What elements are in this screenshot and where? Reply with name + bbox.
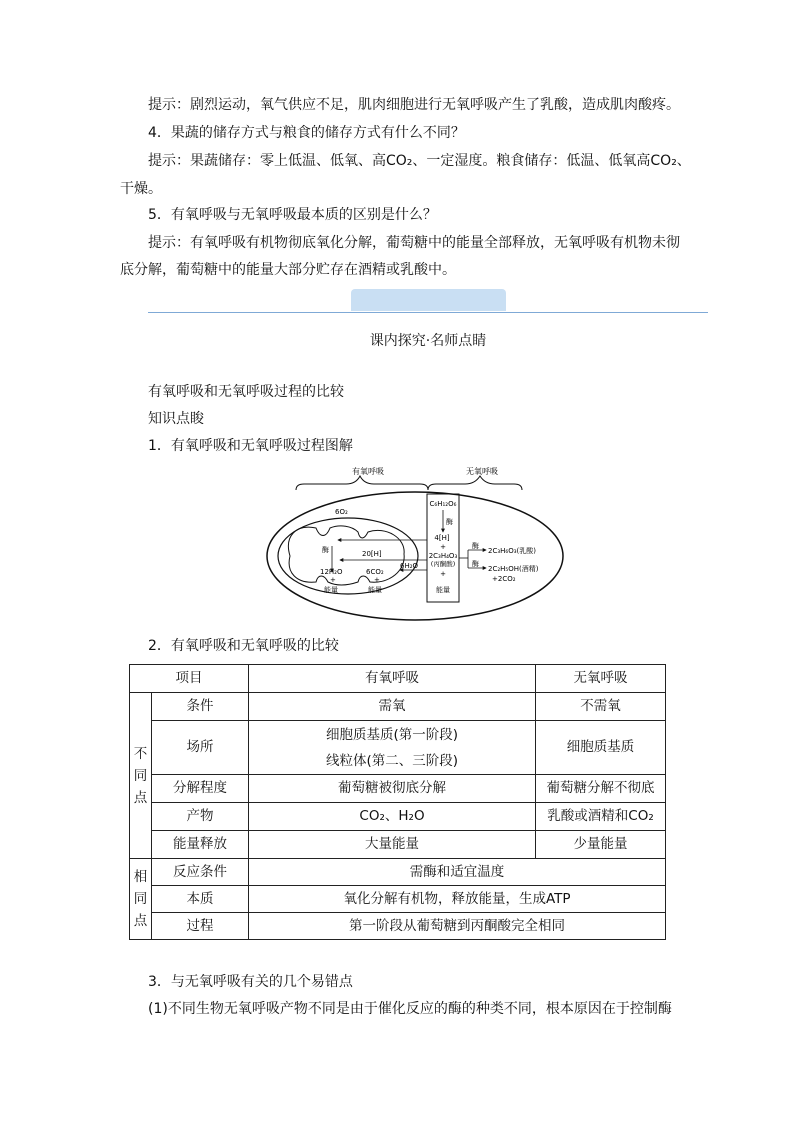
row-aerobic bbox=[249, 721, 536, 775]
header-anaerobic: 无氧呼吸 bbox=[536, 665, 666, 693]
group-label-char: 同 bbox=[133, 891, 148, 907]
hint-exercise: 提示：剧烈运动，氧气供应不足，肌肉细胞进行无氧呼吸产生了乳酸，造成肌肉酸疼。 bbox=[148, 97, 680, 113]
plus-4: + bbox=[374, 576, 380, 584]
anaerobic-label: 无氧呼吸 bbox=[466, 467, 498, 476]
item1-heading: 1．有氧呼吸和无氧呼吸过程图解 bbox=[148, 438, 353, 454]
item2-heading: 2．有氧呼吸和无氧呼吸的比较 bbox=[148, 638, 339, 654]
same-group-text bbox=[130, 866, 151, 932]
question-5: 5．有氧呼吸与无氧呼吸最本质的区别是什么？ bbox=[148, 207, 437, 223]
h4-label: 4[H] bbox=[434, 534, 450, 542]
mitochondrion-inner bbox=[288, 526, 404, 585]
row-value: 氧化分解有机物，释放能量，生成ATP bbox=[249, 886, 666, 913]
hint-storage-line2: 干燥。 bbox=[120, 181, 162, 197]
row-item: 场所 bbox=[152, 721, 249, 775]
section-divider bbox=[148, 289, 708, 313]
row-anaerobic: 葡萄糖分解不彻底 bbox=[536, 775, 666, 803]
row-value: 第一阶段从葡萄糖到丙酮酸完全相同 bbox=[249, 913, 666, 940]
hint-storage-line1: 提示：果蔬储存：零上低温、低氧、高CO₂、一定湿度。粮食储存：低温、低氧高CO₂、 bbox=[148, 153, 691, 169]
row-item: 条件 bbox=[152, 693, 249, 721]
question-4: 4．果蔬的储存方式与粮食的储存方式有什么不同？ bbox=[148, 125, 465, 141]
plus-3: + bbox=[330, 576, 336, 584]
table-row bbox=[130, 775, 666, 803]
cell-outline bbox=[267, 492, 563, 620]
energy-label-1: 能量 bbox=[436, 586, 450, 594]
co2-2-label: +2CO₂ bbox=[492, 575, 516, 583]
anaerobic-brace bbox=[428, 476, 522, 490]
enzyme-label-3: 酶 bbox=[472, 542, 479, 550]
section-rule bbox=[148, 312, 708, 313]
header-aerobic: 有氧呼吸 bbox=[249, 665, 536, 693]
enzyme-label-2: 酶 bbox=[322, 546, 329, 554]
row-anaerobic: 细胞质基质 bbox=[536, 721, 666, 775]
row-anaerobic: 不需氧 bbox=[536, 693, 666, 721]
group-label-char: 同 bbox=[133, 767, 148, 784]
row-item: 分解程度 bbox=[152, 775, 249, 803]
diff-group-text bbox=[130, 743, 151, 809]
water12-label: 12H₂O bbox=[320, 568, 343, 576]
pyruvate-name: (丙酮酸) bbox=[430, 560, 456, 568]
co2-6-label: 6CO₂ bbox=[366, 568, 384, 576]
plus-1: + bbox=[440, 543, 446, 551]
ethanol-label: 2C₂H₅OH(酒精) bbox=[488, 565, 539, 573]
knowledge-heading: 知识点睃 bbox=[148, 411, 204, 427]
row-anaerobic: 乳酸或酒精和CO₂ bbox=[536, 803, 666, 831]
table-header-row bbox=[130, 665, 666, 693]
row-item: 产物 bbox=[152, 803, 249, 831]
table-row bbox=[130, 803, 666, 831]
energy-label-2: 能量 bbox=[324, 586, 338, 594]
header-item: 项目 bbox=[130, 665, 249, 693]
diff-group-label bbox=[130, 693, 152, 859]
enzyme-label-1: 酶 bbox=[446, 518, 453, 526]
energy-label-3: 能量 bbox=[368, 586, 382, 594]
row-anaerobic: 少量能量 bbox=[536, 831, 666, 859]
group-label-char: 相 bbox=[133, 869, 148, 885]
row-aerobic: CO₂、H₂O bbox=[249, 803, 536, 831]
group-label-char: 点 bbox=[133, 789, 148, 806]
table-row bbox=[130, 859, 666, 886]
group-label-char: 点 bbox=[133, 913, 148, 929]
row-aerobic: 大量能量 bbox=[249, 831, 536, 859]
aerobic-brace bbox=[296, 476, 428, 490]
section-tab bbox=[351, 289, 506, 311]
o2-label: 6O₂ bbox=[335, 508, 348, 516]
topic-heading: 有氧呼吸和无氧呼吸过程的比较 bbox=[148, 384, 344, 400]
row-value: 需酶和适宜温度 bbox=[249, 859, 666, 886]
row-item: 过程 bbox=[152, 913, 249, 940]
item3-heading: 3．与无氧呼吸有关的几个易错点 bbox=[148, 974, 353, 990]
plus-2: + bbox=[440, 570, 446, 578]
table-row bbox=[130, 913, 666, 940]
group-label-char: 不 bbox=[133, 745, 148, 762]
row-aerobic-line2: 线粒体(第二、三阶段) bbox=[325, 752, 459, 769]
table-row bbox=[130, 693, 666, 721]
row-aerobic-line1: 细胞质基质(第一阶段) bbox=[325, 726, 459, 743]
enzyme-label-4: 酶 bbox=[472, 560, 479, 568]
pyruvate-label: 2C₃H₄O₃ bbox=[428, 552, 458, 560]
section-title: 课内探究·名师点睛 bbox=[369, 333, 487, 349]
row-aerobic: 需氧 bbox=[249, 693, 536, 721]
row-item: 反应条件 bbox=[152, 859, 249, 886]
hint-diff-line1: 提示：有氧呼吸有机物彻底氧化分解，葡萄糖中的能量全部释放，无氧呼吸有机物未彻 bbox=[148, 235, 680, 251]
row-item: 能量释放 bbox=[152, 831, 249, 859]
same-group-label bbox=[130, 859, 152, 940]
aerobic-label: 有氧呼吸 bbox=[352, 467, 384, 476]
table-row bbox=[130, 831, 666, 859]
row-aerobic: 葡萄糖被彻底分解 bbox=[249, 775, 536, 803]
glucose-label: C₆H₁₂O₆ bbox=[429, 500, 457, 508]
comparison-table bbox=[129, 664, 666, 940]
h20-label: 20[H] bbox=[362, 550, 382, 558]
row-item: 本质 bbox=[152, 886, 249, 913]
table-row bbox=[130, 721, 666, 775]
lactic-label: 2C₃H₆O₃(乳酸) bbox=[488, 547, 536, 555]
item3-1-text: (1)不同生物无氧呼吸产物不同是由于催化反应的酶的种类不同，根本原因在于控制酶 bbox=[148, 1001, 672, 1017]
hint-diff-line2: 底分解，葡萄糖中的能量大部分贮存在酒精或乳酸中。 bbox=[120, 262, 456, 278]
table-row bbox=[130, 886, 666, 913]
respiration-diagram bbox=[260, 466, 570, 621]
water6-label: 6H₂O bbox=[400, 562, 419, 570]
